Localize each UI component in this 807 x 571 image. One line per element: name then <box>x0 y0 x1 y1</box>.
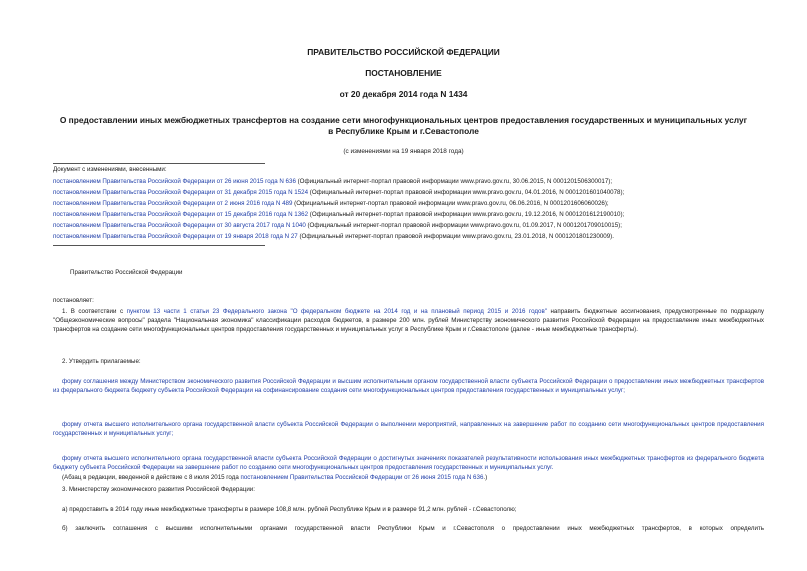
change-item-link[interactable]: постановлением Правительства Российской Федерации от 26 июня 2015 года N 636 <box>53 178 296 185</box>
revision-note: (с изменениями на 19 января 2018 года) <box>343 148 464 155</box>
amendment-note-end: .) <box>483 474 488 481</box>
changes-bottom-divider <box>53 245 265 246</box>
changes-intro: Документ с изменениями, внесенными: <box>53 166 167 173</box>
change-item-link[interactable]: постановлением Правительства Российской Федерации от 2 июня 2016 года N 489 <box>53 200 293 207</box>
change-item-note: (Официальный интернет-портал правовой информации www.pravo.gov.ru, 06.06.2016, N 0001201606060026); <box>292 200 609 207</box>
change-item-link[interactable]: постановлением Правительства Российской Федерации от 30 августа 2017 года N 1040 <box>53 222 306 229</box>
change-item-note: (Официальный интернет-портал правовой информации www.pravo.gov.ru, 04.01.2016, N 0001201601040078); <box>308 189 625 196</box>
change-item <box>53 233 614 241</box>
change-item-link[interactable]: постановлением Правительства Российской Федерации от 15 декабря 2016 года N 1362 <box>53 211 309 218</box>
amendment-note <box>62 474 487 482</box>
change-item-note: (Официальный интернет-портал правовой информации www.pravo.gov.ru, 23.01.2018, N 0001201801230009). <box>297 233 614 240</box>
paragraph-1 <box>53 308 764 344</box>
government-heading: ПРАВИТЕЛЬСТВО РОССИЙСКОЙ ФЕДЕРАЦИИ <box>307 47 500 57</box>
change-item-note: (Официальный интернет-портал правовой информации www.pravo.gov.ru, 19.12.2016, N 0001201612190010); <box>308 211 625 218</box>
document-type-heading: ПОСТАНОВЛЕНИЕ <box>365 68 442 78</box>
change-item <box>53 222 622 230</box>
change-item-note: (Официальный интернет-портал правовой информации www.pravo.gov.ru, 30.06.2015, N 0001201506300017); <box>295 178 613 185</box>
document-title-line-1: О предоставлении иных межбюджетных трансфертов на создание сети многофункциональных центров предоставления государственных и муниципальных услуг <box>59 115 748 125</box>
change-item <box>53 200 609 208</box>
paragraph-1-start: 1. В соответствии с <box>62 308 127 315</box>
amendment-note-start: (Абзац в редакции, введенной в действие с 8 июля 2015 года <box>62 474 241 481</box>
paragraph-3a: а) предоставить в 2014 году иные межбюджетные трансферты в размере 108,8 млн. рублей Республике Крым и в размере 91,2 млн. рублей - г.Севастополю; <box>62 506 517 513</box>
change-item-link[interactable]: постановлением Правительства Российской Федерации от 19 января 2018 года N 27 <box>53 233 298 240</box>
paragraph-3b: б) заключить соглашения с высшими исполнительными органами государственной власти Республики Крым и г.Севастополя о предоставлении иных межбюджетных трансфертов, в которых определить <box>62 525 764 532</box>
activities-report-form-link[interactable]: форму отчета высшего исполнительного органа государственной власти субъекта Российской Федерации о выполнении мероприятий, направленных на завершение работ по созданию сети многофункциональных центров предоставления государственных и муниципальных услуг; <box>53 421 764 437</box>
change-item <box>53 211 624 219</box>
changes-top-divider <box>53 163 265 164</box>
amendment-link[interactable]: постановлением Правительства Российской Федерации от 26 июня 2015 года N 636 <box>240 474 484 481</box>
document-title-line-2: в Республике Крым и г.Севастополе <box>328 126 479 136</box>
change-item <box>53 178 612 186</box>
paragraph-3: 3. Министерству экономического развития Российской Федерации: <box>62 486 255 493</box>
paragraph-1-end: направить бюджетные ассигнования, предусмотренные по подразделу "Общеэкономические вопросы" раздела "Национальная экономика" классификации расходов бюджетов, в размере 200 млн. рублей Министерству экономического развития Российской Федерации на предоставление иных межбюджетных трансфертов на создание сети многофункциональных центров предоставления государственных и муниципальных услуг в Республике Крым и г.Севастополе (далее - иные межбюджетные трансферты). <box>53 308 764 333</box>
decrees-word: постановляет: <box>53 297 94 304</box>
document-date-number: от 20 декабря 2014 года N 1434 <box>339 89 468 99</box>
paragraph-2: 2. Утвердить прилагаемые: <box>62 358 141 365</box>
indicators-report-form-link[interactable]: форму отчета высшего исполнительного органа государственной власти субъекта Российской Федерации о достигнутых значениях показателей результативности использования иных межбюджетных трансфертов из федерального бюджета бюджету субъекта Российской Федерации на завершение работ по созданию сети многофункциональных центров предоставления государственных и муниципальных услуг. <box>53 455 764 471</box>
agreement-form-link[interactable]: форму соглашения между Министерством экономического развития Российской Федерации и высшим исполнительным органом государственной власти субъекта Российской Федерации о предоставлении иных межбюджетных трансфертов из федерального бюджета бюджету субъекта Российской Федерации на софинансирование создания сети многофункциональных центров предоставления государственных и муниципальных услуг; <box>53 378 764 394</box>
government-line: Правительство Российской Федерации <box>70 269 183 276</box>
change-item-link[interactable]: постановлением Правительства Российской Федерации от 31 декабря 2015 года N 1524 <box>53 189 309 196</box>
change-item <box>53 189 624 197</box>
change-item-note: (Официальный интернет-портал правовой информации www.pravo.gov.ru, 01.09.2017, N 0001201709010015); <box>305 222 622 229</box>
federal-law-link[interactable]: пунктом 13 части 1 статьи 23 Федерального закона "О федеральном бюджете на 2014 год и на плановый период 2015 и 2016 годов" <box>126 308 547 315</box>
